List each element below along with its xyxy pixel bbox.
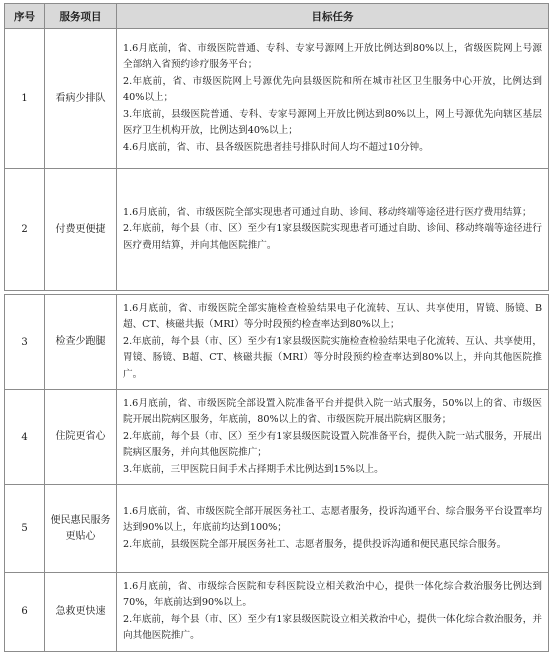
task-line: 1.6月底前，省、市级医院全部设置入院准备平台并提供入院一站式服务，50%以上的省、市级医院开展出院病区服务，年底前，80%以上的省、市级医院开展出院病区服务； bbox=[123, 398, 542, 426]
task-line: 2.年底前，每个县（市、区）至少有1家县级医院设置入院准备平台，提供入院一站式服务，开展出院病区服务，并向其他医院推广； bbox=[123, 430, 542, 459]
table-row bbox=[5, 485, 549, 573]
table-row bbox=[5, 295, 549, 390]
task-line: 4.6月底前，省、市、县各级医院患者挂号排队时间人均不超过10分钟。 bbox=[123, 141, 429, 153]
task-line: 1.6月底前，省、市级医院普通、专科、专家号源网上开放比例达到80%以上，省级医院网上号源全部纳入省预约诊疗服务平台； bbox=[123, 43, 542, 71]
task-line: 3.年底前，县级医院普通、专科、专家号源网上开放比例达到80%以上，网上号源优先向辖区基层医疗卫生机构开放，比例达到40%以上； bbox=[123, 108, 542, 137]
target-tasks bbox=[117, 295, 549, 390]
row-number: 3 bbox=[5, 295, 45, 390]
service-item: 看病少排队 bbox=[45, 29, 117, 169]
row-number: 1 bbox=[5, 29, 45, 169]
service-item: 检查少跑腿 bbox=[45, 295, 117, 390]
row-number: 2 bbox=[5, 169, 45, 291]
table-row bbox=[5, 169, 549, 291]
task-line: 2.年底前，省、市级医院网上号源优先向县级医院和所在城市社区卫生服务中心开放，比例达到40%以上； bbox=[123, 75, 542, 104]
table-row bbox=[5, 573, 549, 652]
target-tasks bbox=[117, 485, 549, 573]
task-line: 2.年底前，每个县（市、区）至少有1家县级医院实施检查检验结果电子化流转、互认、共享使用，胃镜、肠镜、B超、CT、核磁共振（MRI）等分时段预约检查率达到80%以上，并向其他医院推广。 bbox=[123, 335, 542, 380]
task-line: 1.6月底前，省、市级医院全部实现患者可通过自助、诊间、移动终端等途径进行医疗费用结算； bbox=[123, 206, 532, 218]
task-line: 1.6月底前，省、市级医院全部开展医务社工、志愿者服务，投诉沟通平台、综合服务平台设置率均达到90%以上，年底前均达到100%； bbox=[123, 505, 542, 534]
row-number: 6 bbox=[5, 573, 45, 652]
target-tasks bbox=[117, 390, 549, 485]
row-number: 5 bbox=[5, 485, 45, 573]
header-num: 序号 bbox=[5, 4, 45, 29]
header-tasks: 目标任务 bbox=[117, 4, 549, 29]
target-tasks bbox=[117, 169, 549, 291]
service-table-bottom bbox=[4, 294, 549, 652]
task-line: 2.年底前，每个县（市、区）至少有1家县级医院设立相关救治中心，提供一体化综合救治服务，并向其他医院推广。 bbox=[123, 613, 542, 642]
header-service: 服务项目 bbox=[45, 4, 117, 29]
task-line: 3.年底前，三甲医院日间手术占择期手术比例达到15%以上。 bbox=[123, 463, 384, 475]
target-tasks bbox=[117, 29, 549, 169]
table-row bbox=[5, 390, 549, 485]
task-line: 2.年底前，县级医院全部开展医务社工、志愿者服务，提供投诉沟通和便民惠民综合服务。 bbox=[123, 538, 507, 550]
task-line: 2.年底前，每个县（市、区）至少有1家县级医院实现患者可通过自助、诊间、移动终端等途径进行医疗费用结算，并向其他医院推广。 bbox=[123, 223, 542, 251]
service-table-top bbox=[4, 3, 549, 291]
table-row bbox=[5, 29, 549, 169]
target-tasks bbox=[117, 573, 549, 652]
service-item: 急救更快速 bbox=[45, 573, 117, 652]
table-header-row bbox=[5, 4, 549, 29]
service-item: 付费更便捷 bbox=[45, 169, 117, 291]
row-number: 4 bbox=[5, 390, 45, 485]
task-line: 1.6月底前，省、市级医院全部实施检查检验结果电子化流转、互认、共享使用，胃镜、肠镜、B超、CT、核磁共振（MRI）等分时段预约检查率达到80%以上； bbox=[123, 303, 542, 331]
service-item: 住院更省心 bbox=[45, 390, 117, 485]
service-item: 便民惠民服务更贴心 bbox=[45, 485, 117, 573]
task-line: 1.6月底前，省、市级综合医院和专科医院设立相关救治中心，提供一体化综合救治服务比例达到70%，年底前达到90%以上。 bbox=[123, 581, 542, 609]
